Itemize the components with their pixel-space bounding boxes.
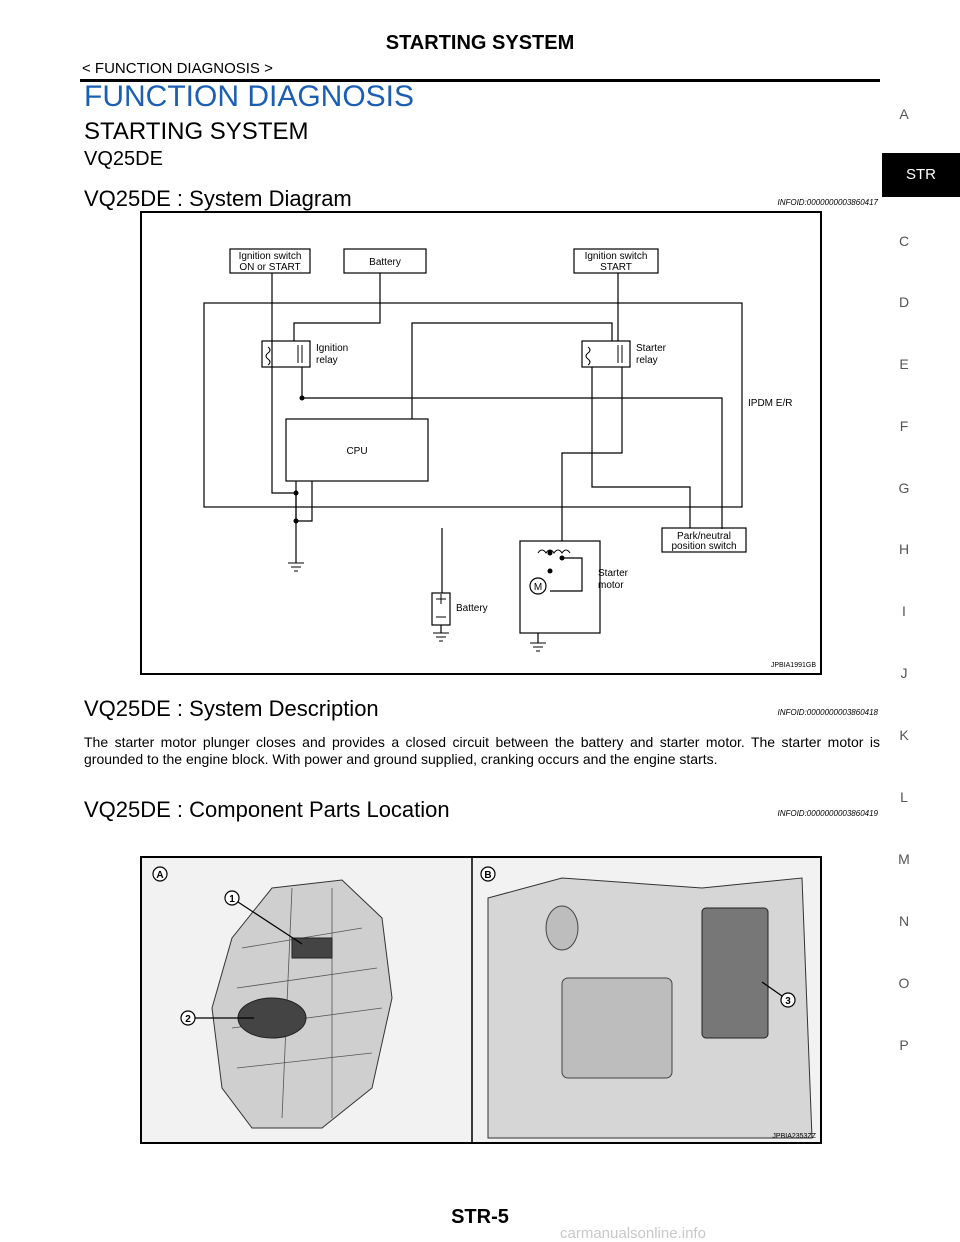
- side-tab-c[interactable]: C: [898, 233, 910, 249]
- side-tab-a[interactable]: A: [899, 106, 909, 122]
- label-starter-motor-2: motor: [598, 580, 624, 591]
- system-diagram: [142, 213, 820, 673]
- side-tab-m[interactable]: M: [898, 851, 910, 867]
- component-location-heading: VQ25DE : Component Parts Location: [84, 797, 450, 822]
- system-description-infoid: INFOID:0000000003860418: [777, 708, 878, 717]
- system-description-heading: VQ25DE : System Description: [84, 696, 379, 721]
- side-tab-n[interactable]: N: [898, 913, 910, 929]
- engine-heading: VQ25DE: [84, 148, 163, 170]
- label-ign-switch-2: ON or START: [239, 262, 301, 273]
- side-tab-l[interactable]: L: [900, 789, 908, 805]
- photo-label-a: A: [156, 870, 164, 881]
- section-title: FUNCTION DIAGNOSIS: [84, 80, 415, 113]
- side-tab-index: [890, 0, 960, 1242]
- label-ign-relay-2: relay: [316, 355, 338, 366]
- callout-3: 3: [785, 996, 791, 1007]
- component-location-infoid: INFOID:0000000003860419: [777, 809, 878, 818]
- breadcrumb: < FUNCTION DIAGNOSIS >: [82, 60, 273, 77]
- side-tab-str[interactable]: STR: [882, 153, 960, 197]
- label-ign-relay-1: Ignition: [316, 343, 349, 354]
- page-header-title: STARTING SYSTEM: [385, 32, 575, 54]
- side-tab-i[interactable]: I: [902, 603, 906, 619]
- label-motor-symbol: M: [533, 582, 543, 593]
- label-cpu: CPU: [346, 446, 368, 457]
- label-starter-motor-1: Starter: [598, 568, 629, 579]
- watermark: carmanualsonline.info: [560, 1225, 706, 1242]
- side-tab-e[interactable]: E: [899, 356, 909, 372]
- label-ign-switch-start-1: Ignition switch: [584, 251, 648, 262]
- system-diagram-frame: [140, 211, 822, 675]
- component-photo-frame: [140, 856, 822, 1144]
- side-tab-o[interactable]: O: [898, 975, 910, 991]
- system-description-text: The starter motor plunger closes and provides a closed circuit between the battery and starter motor. The starter motor is grounded to the engine block. With power and ground supplied, cranking occurs and the engine starts.: [84, 734, 880, 767]
- system-heading: STARTING SYSTEM: [84, 118, 309, 145]
- page-number: STR-5: [451, 1206, 509, 1228]
- side-tab-d[interactable]: D: [898, 294, 910, 310]
- label-park-neutral-2: position switch: [671, 541, 737, 552]
- ipdm-shape: [702, 908, 768, 1038]
- callout-2: 2: [185, 1014, 191, 1025]
- ipdm-box: [204, 303, 742, 507]
- system-diagram-infoid: INFOID:0000000003860417: [777, 198, 878, 207]
- side-tab-h[interactable]: H: [898, 541, 910, 557]
- label-battery-top: Battery: [369, 257, 401, 268]
- label-starter-relay-1: Starter: [636, 343, 667, 354]
- label-ign-switch-1: Ignition switch: [238, 251, 302, 262]
- side-tab-j[interactable]: J: [900, 665, 908, 681]
- system-diagram-heading: VQ25DE : System Diagram: [84, 186, 352, 211]
- side-tab-g[interactable]: G: [898, 480, 910, 496]
- photo-code: JPBIA2353ZZ: [772, 1133, 816, 1140]
- side-tab-k[interactable]: K: [899, 727, 909, 743]
- label-starter-relay-2: relay: [636, 355, 658, 366]
- photo-label-b: B: [484, 870, 492, 881]
- side-tab-p[interactable]: P: [899, 1037, 909, 1053]
- label-battery-bottom: Battery: [456, 603, 488, 614]
- diagram-code: JPBIA1991GB: [770, 662, 816, 669]
- side-tab-f[interactable]: F: [899, 418, 909, 434]
- component-photo: [142, 858, 820, 1142]
- label-park-neutral-1: Park/neutral: [677, 531, 731, 542]
- label-ipdm: IPDM E/R: [748, 398, 793, 409]
- callout-1: 1: [229, 894, 235, 905]
- label-ign-switch-start-2: START: [600, 262, 632, 273]
